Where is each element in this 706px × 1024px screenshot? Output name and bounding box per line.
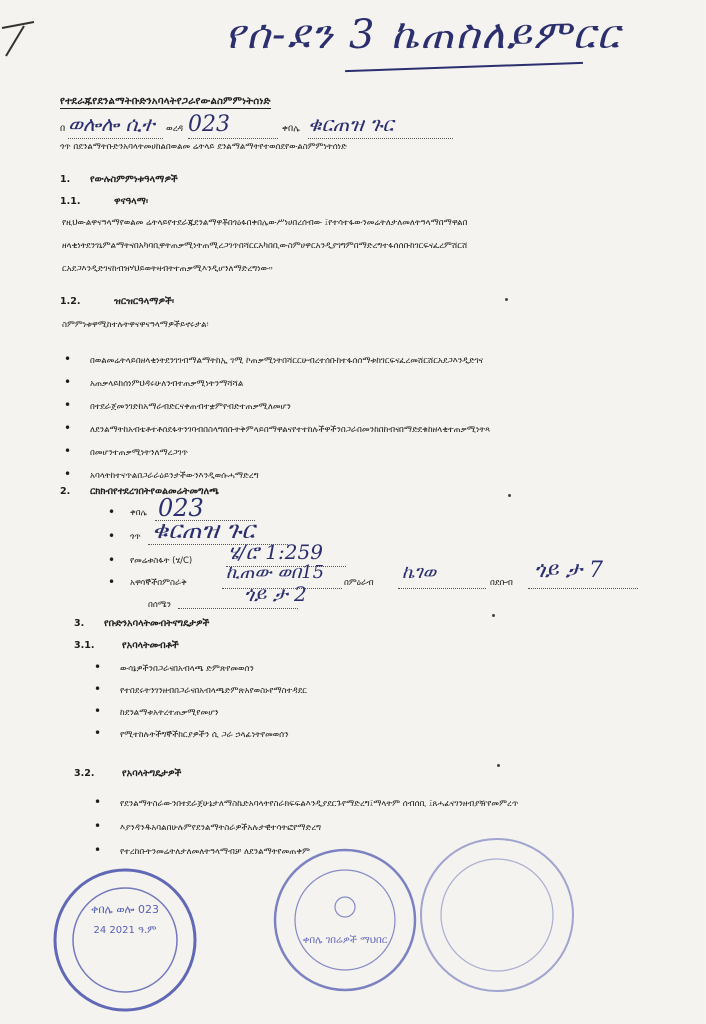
field-kebele: • ቀበሌ (108, 505, 147, 519)
intro-text: ጎጥ በደንልማትቡድንአባላትመሀከልበወልመ ሬትላይ ደንልማልማትየተወሰደየውልስምምነትሰነድ (60, 142, 347, 152)
field-north-line (528, 588, 638, 589)
section-2-heading: 2. ርክክብየተደረገበትየወልመሬትመግለጫ (60, 486, 219, 497)
list-item: • አጠቃላይከሰነምህዳሩሁለንብተጠቃሚነትንማሻሻል (62, 373, 652, 396)
list-item: • የደንልማትስራውንበተደራጀሁኔታለማስኬድአባላትየስራክፍፍልእንዲያደርጉየማድረግ፤ማላትም ሰብሰቢ ፤ጸሓፊናገንዘብያዥየመምረጥ (92, 792, 652, 816)
section-3-1-list (92, 658, 652, 746)
center-stamp-text: ቀበሌ ገበሬዎች ማህበር (302, 935, 388, 946)
field-area-handwritten: ሄ/ሮ 1:259 (228, 540, 323, 564)
paper-speck (505, 298, 508, 301)
field-north-label: በደቡብ (490, 578, 513, 588)
field-west-line (398, 588, 486, 589)
list-item: • በመሆንተጠቃሚነትንለማረጋገጥ (62, 442, 652, 465)
field-west-label: በምዕራብ (344, 578, 374, 588)
list-item: • እያንዳንዱአባልበሁሉምየደንልማትስራዎችአሉታዊተሳትፎየማድረግ (92, 816, 652, 840)
pen-mark-icon (0, 20, 40, 60)
text-line: የዚህውልዋናዓላማየወልመ ሬትላይየተደራጁደንልማዋቾበጎዕፋበቀበሌውሥነሀበረሰብው ፤የተሳተፋውንመሬትለታለመለትዓላማበማዋልበ (62, 218, 468, 228)
left-stamp-text: ቀበሌ ወሎ 023 (91, 903, 159, 916)
list-item: • የተረከቡትንመሬትለታለመለትዓላማብቻ ለደንልማትየመጠቀም (92, 840, 652, 864)
list-item: • የሚተከሉትችግኞችከርያዎችን ሲ ጋራ ኃላፊነትየመወሰን (92, 724, 652, 746)
field-south-label: በሰሜን (148, 600, 171, 610)
section-1-1-text (62, 212, 647, 281)
list-item: • በተደራጀመንገድከአማራብድርናቀጠብተቋምየብድተጠቃሚለመሆን (62, 396, 652, 419)
list-item: • አባላትከተናጥልበጋራራዕይንታችውንእንዲወሱሓማድረግ (62, 465, 652, 488)
party-prefix: በ (60, 124, 66, 134)
handwritten-header: የሰ-ደን 3 ኬጠስለይምርር (225, 12, 622, 58)
right-stamp-seal (415, 830, 580, 1000)
list-item: • በወልመሬትላይበዘላቂነትደንገገብማልማትከኢ ገሚ ኮጠቃሚነትበሻርርሁብረተሰቡከተፋሰሰማቱከገርፍናፈረመሸርሸርአደጋእንዲድገና (62, 350, 652, 373)
field-got-handwritten: ቁርጠዝ ጉር (152, 516, 255, 544)
paper-speck (497, 764, 500, 767)
center-stamp-seal (270, 845, 420, 995)
text-line: ዘላቂነትደንገኒምልማትናበአካባቢዋትጠቃሚነትጠሚረጋገጥበሻርርአካበቢውስምሀዋርአንዲያገግምበማድረግተፋሰሰቡከገርፍናፈረምሸርሸ (62, 241, 468, 251)
section-1-2-intro: ስምምነቱዋሚከተሉትዋናዋናዓላማዎችይኖሩታል፡ (62, 320, 209, 330)
section-3-2-heading: 3.2. የአባላትግዴታዎች (74, 768, 182, 779)
kebele-label: ቀበሌ (282, 124, 300, 134)
header-underline (345, 62, 583, 72)
party-name-line (68, 138, 163, 139)
field-borders: • አዋሳኞችበምስራቅ (108, 575, 187, 589)
list-item: • ለደንልማትከአብቴቶተቶሰደፋትንገባብበስላግበቡትቅምላይበማዋልናየተተከሉችዋችንበጋራበመንከበከብናበማድደቁከዘላቂተጠቃሚነትጻ (62, 419, 652, 442)
section-3-1-heading: 3.1. የአባላትመብቶች (74, 640, 179, 651)
paper-speck (508, 494, 511, 497)
left-stamp-date: 24 2021 ዓ.ም (93, 925, 157, 936)
paper-speck (492, 614, 495, 617)
section-1-2-heading: 1.2. ዝርዝርዓላማዎች፡ (60, 296, 175, 307)
field-west-handwritten: ኬገወ (402, 562, 437, 583)
document-title: የተደራጁየደንልማትቡድንአባላትየጋራየውልስምምነትሰነድ (60, 96, 271, 107)
left-stamp-seal (50, 865, 200, 1015)
kebele-handwritten: ቁርጠዝ ጉር (308, 112, 394, 136)
kebele-line (308, 138, 453, 139)
list-item: • ከደንልማቱአትረተጠቃሚየመሆን (92, 702, 652, 724)
section-3-heading: 3. የቡድንአባላትመብትናግዴታዎች (74, 618, 210, 629)
wereda-line (188, 138, 278, 139)
field-kebele-handwritten: 023 (158, 494, 204, 522)
section-1-2-list (62, 350, 652, 488)
party-name-handwritten: ወሎሎ ሲተ (68, 112, 155, 136)
field-south-handwritten: ጎይ ታ 2 (244, 582, 307, 606)
field-north-handwritten: ጎይ ታ 7 (534, 558, 603, 583)
list-item: • የተበደሩትንገንዘብበጋራናበአብላጫድምጽአየወስኑየማስተዳደር (92, 680, 652, 702)
party-line (60, 112, 580, 142)
field-area: • የመሬቱስፋት (ሄ/C) (108, 553, 193, 567)
list-item: • ውሳኔዎችንበጋራናበአብላጫ ድምጽየመወሰን (92, 658, 652, 680)
field-east-handwritten: ኪጠው ወበ15 (226, 562, 325, 583)
wereda-label: ወረዳ (166, 124, 184, 134)
field-got: • ጎጥ (108, 529, 141, 543)
section-1-1-heading: 1.1. ዋናዓላማ፡ (60, 196, 149, 207)
field-south-line (178, 608, 298, 609)
wereda-handwritten: 023 (188, 112, 230, 137)
section-1-heading: 1. የውሉስምምነቱዓላማዎች (60, 174, 178, 185)
text-line: ርአደጋእንዲድገናከብዝሃህይወትዛብትተጠቃሚእንዲሆንለማድረግነው። (62, 264, 273, 274)
